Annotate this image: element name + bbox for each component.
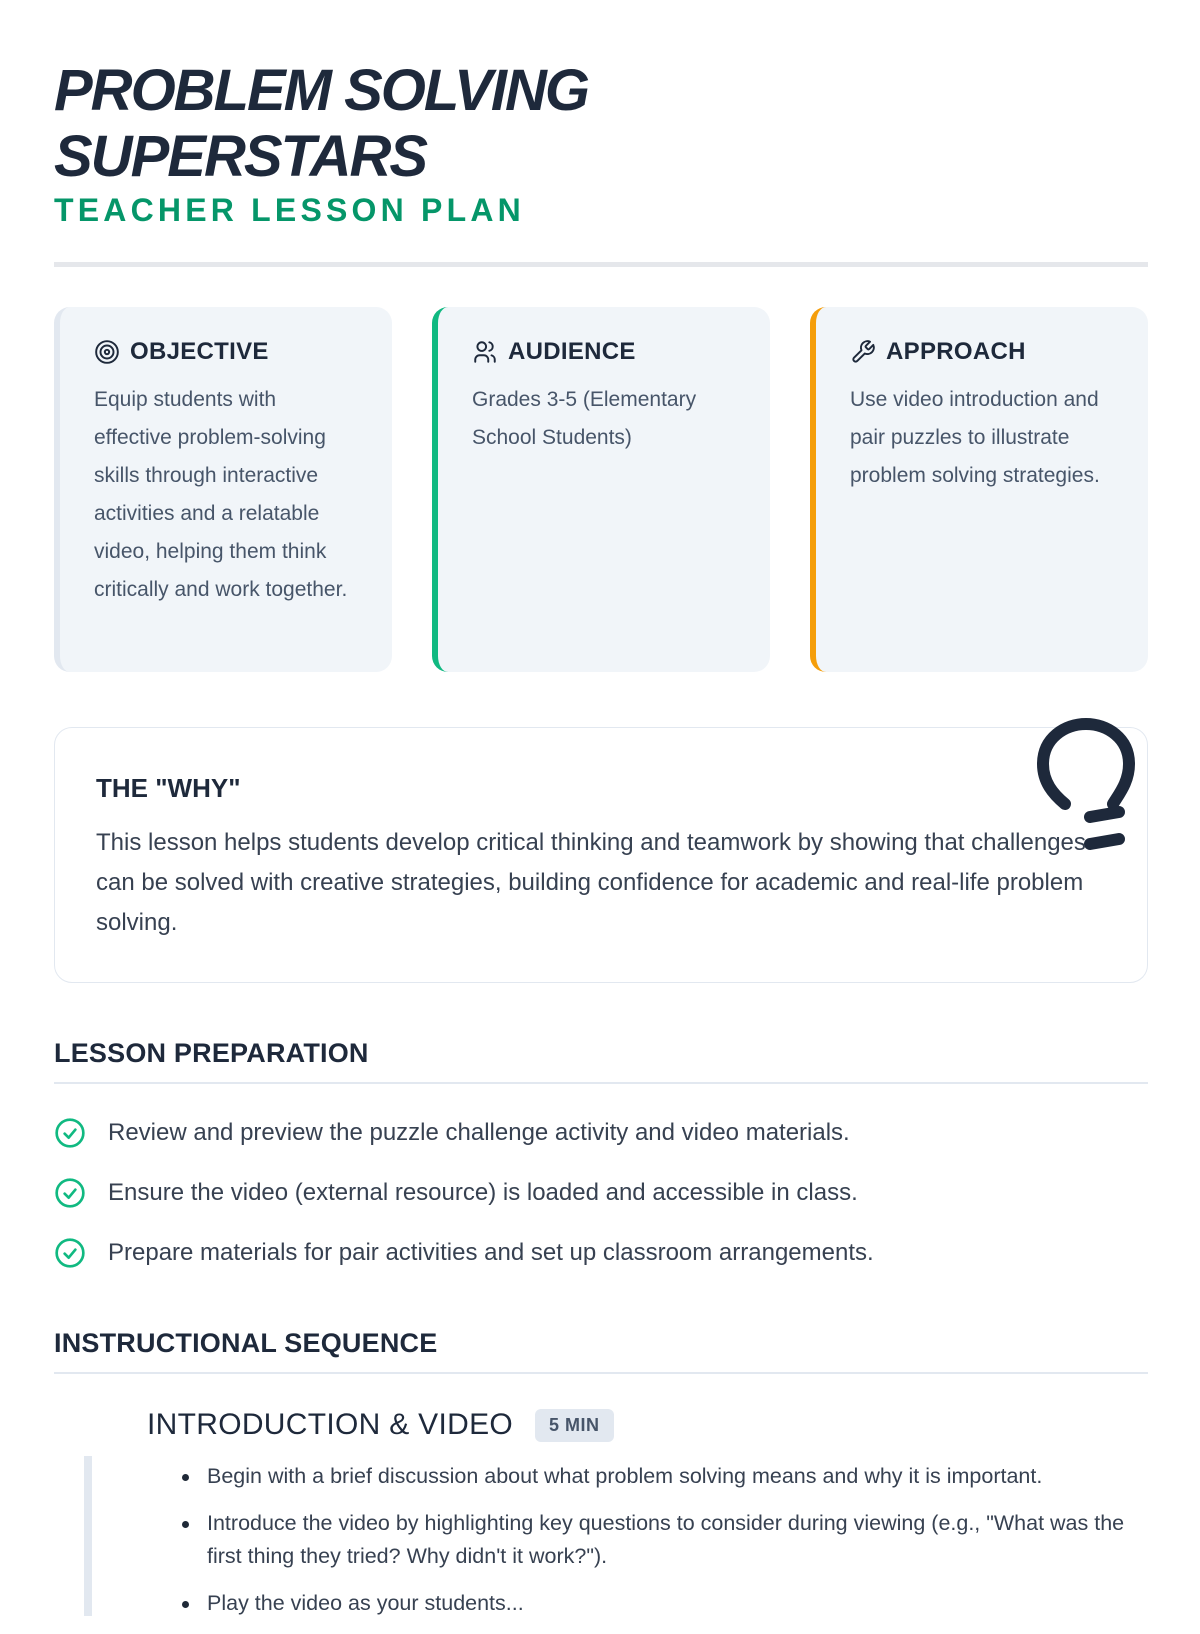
audience-card-text: Grades 3-5 (Elementary School Students) — [472, 388, 697, 449]
why-text: This lesson helps students develop critical thinking and teamwork by showing that challenges can be solved with creative strategies, building confidence for academic and real-life problem solving. — [96, 829, 1086, 936]
checklist-item — [54, 1233, 874, 1273]
checklist-item — [54, 1113, 850, 1153]
duration-badge: 5 MIN — [535, 1409, 614, 1442]
step-title-text: INTRODUCTION & VIDEO — [147, 1408, 514, 1441]
sequence-divider — [54, 1372, 1148, 1374]
objective-card — [54, 307, 392, 672]
objective-card-title: OBJECTIVE — [130, 338, 269, 365]
approach-card-title: APPROACH — [886, 338, 1026, 365]
step-bullet-list — [180, 1460, 1160, 1634]
approach-card-header — [850, 337, 1114, 367]
preparation-divider — [54, 1082, 1148, 1084]
page-title: PROBLEM SOLVING SUPERSTARS — [54, 58, 588, 189]
lesson-plan-page — [54, 0, 1148, 1615]
checklist-item — [54, 1173, 858, 1213]
page-subtitle: TEACHER LESSON PLAN — [54, 192, 525, 228]
checklist-item-text: Review and preview the puzzle challenge activity and video materials. — [108, 1119, 850, 1146]
audience-card-title: AUDIENCE — [508, 338, 636, 365]
sequence-title: INSTRUCTIONAL SEQUENCE — [54, 1328, 438, 1358]
checklist-item-text: Prepare materials for pair activities and set up classroom arrangements. — [108, 1239, 874, 1266]
list-item: Introduce the video by highlighting key questions to consider during viewing (e.g., "What was the first thing they tried? Why didn't it work?"). — [180, 1507, 1160, 1573]
users-icon — [472, 339, 498, 365]
step-accent-bar — [84, 1456, 92, 1616]
list-item: Begin with a brief discussion about what problem solving means and why it is important. — [180, 1460, 1160, 1493]
target-icon — [94, 339, 120, 365]
checklist-item-text: Ensure the video (external resource) is loaded and accessible in class. — [108, 1179, 858, 1206]
header-divider — [54, 262, 1148, 267]
objective-card-text: Equip students with effective problem-solving skills through interactive activities and a relatable video, helping them think critically and work together. — [94, 388, 348, 601]
list-item: Play the video as your students... — [180, 1587, 1160, 1620]
check-circle-icon — [54, 1237, 86, 1269]
why-title: THE "WHY" — [96, 773, 241, 803]
audience-card — [432, 307, 770, 672]
approach-card-text: Use video introduction and pair puzzles to illustrate problem solving strategies. — [850, 388, 1100, 487]
audience-card-header — [472, 337, 736, 367]
check-circle-icon — [54, 1117, 86, 1149]
check-circle-icon — [54, 1177, 86, 1209]
wrench-icon — [850, 339, 876, 365]
objective-card-header — [94, 337, 358, 367]
approach-card — [810, 307, 1148, 672]
step-title — [147, 1408, 614, 1442]
why-panel — [54, 727, 1148, 983]
preparation-title: LESSON PREPARATION — [54, 1038, 369, 1068]
